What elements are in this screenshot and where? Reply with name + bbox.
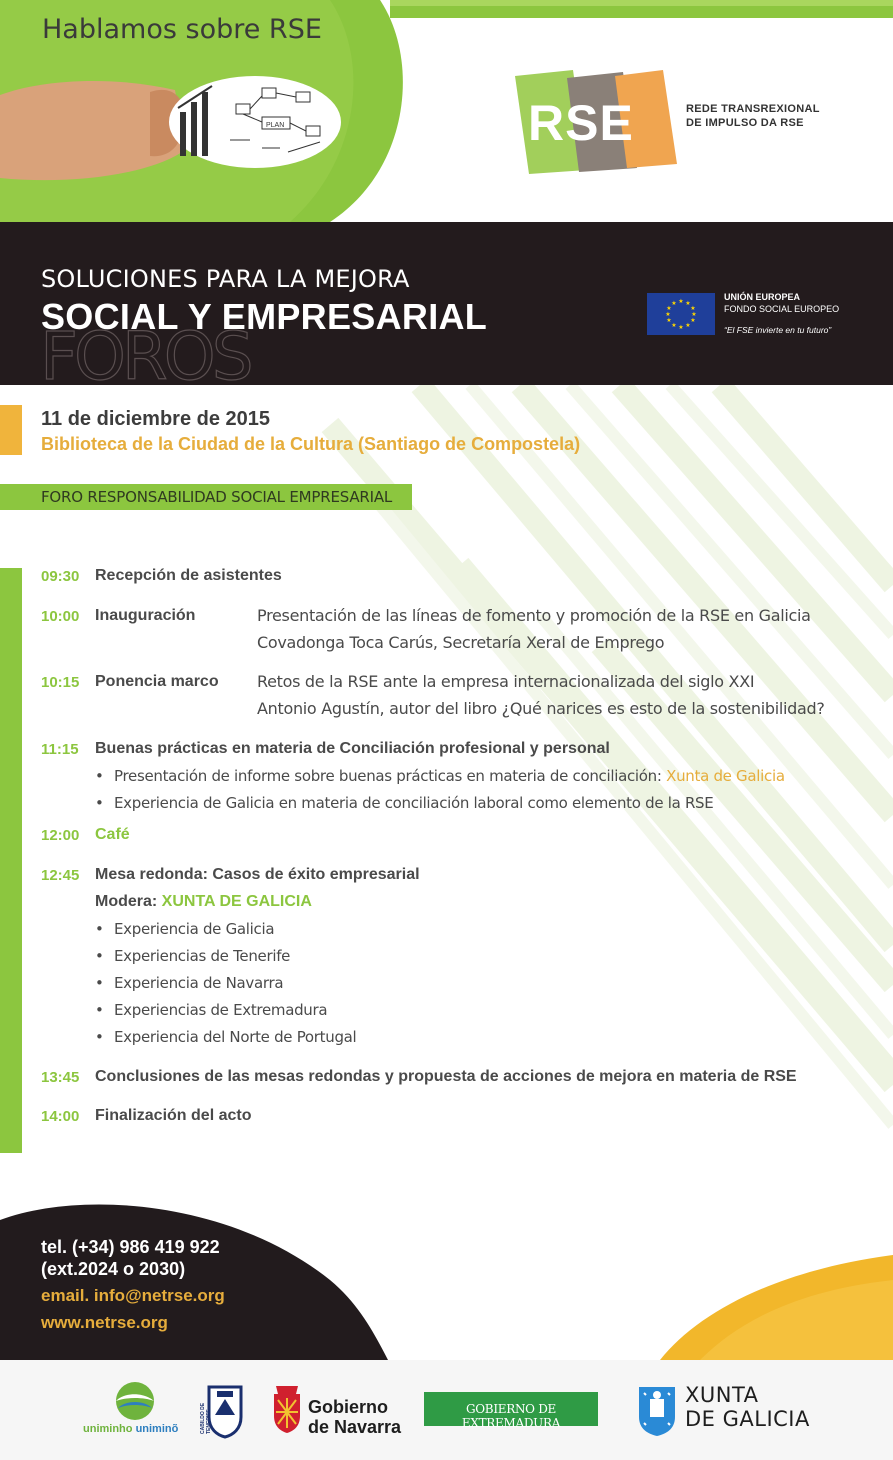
- eu-title: UNIÓN EUROPEA: [724, 292, 801, 302]
- event-venue: Biblioteca de la Ciudad de la Cultura (Santiago de Compostela): [41, 434, 581, 454]
- navarra-line1: Gobierno: [308, 1397, 388, 1417]
- uniminho-text-b: uniminõ: [135, 1423, 179, 1435]
- agenda-title: Inauguración: [95, 607, 196, 624]
- svg-text:★: ★: [666, 317, 672, 324]
- rse-org-line2: DE IMPULSO DA RSE: [686, 117, 804, 129]
- svg-text:★: ★: [678, 324, 684, 331]
- extremadura-logo-text: GOBIERNO DE EXTREMADURA: [461, 1402, 561, 1430]
- bullet-text: Experiencia de Galicia: [114, 920, 275, 938]
- bullet-dot: •: [95, 974, 104, 992]
- agenda-bullet: [95, 974, 283, 992]
- uniminho-text-a: uniminho: [83, 1423, 133, 1435]
- agenda-speaker: Antonio Agustín, autor del libro ¿Qué narices es esto de la sostenibilidad?: [257, 699, 825, 718]
- xunta-logo-text: [685, 1383, 810, 1431]
- bullet-text: Presentación de informe sobre buenas prácticas en materia de conciliación:: [114, 767, 667, 785]
- bullet-text: Experiencias de Extremadura: [114, 1001, 328, 1019]
- bullet-text: Experiencia de Galicia en materia de conciliación laboral como elemento de la RSE: [114, 794, 714, 812]
- eu-motto: “El FSE invierte en tu futuro”: [724, 325, 832, 335]
- agenda-time: 13:45: [41, 1069, 80, 1086]
- agenda-bullet: [95, 1028, 356, 1046]
- svg-text:★: ★: [671, 322, 677, 329]
- bullet-org: Xunta de Galicia: [666, 767, 785, 785]
- rse-organization-name: [686, 102, 820, 130]
- xunta-line1: XUNTA: [685, 1383, 759, 1407]
- uniminho-logo-icon: [112, 1380, 158, 1422]
- svg-text:★: ★: [691, 311, 697, 318]
- svg-text:★: ★: [678, 298, 684, 305]
- contact-email[interactable]: email. info@netrse.org: [41, 1286, 225, 1305]
- cabildo-tenerife-text: CABILDO DE TENERIFE: [200, 1402, 212, 1434]
- xunta-line2: DE GALICIA: [685, 1407, 810, 1431]
- moderator-name: XUNTA DE GALICIA: [161, 893, 312, 910]
- svg-text:★: ★: [671, 300, 677, 307]
- bullet-text: Experiencias de Tenerife: [114, 947, 291, 965]
- agenda-time: 10:00: [41, 608, 80, 625]
- agenda-moderator: [95, 893, 312, 911]
- navarra-coat-of-arms-icon: [270, 1384, 304, 1434]
- bullet-dot: •: [95, 920, 104, 938]
- contact-website[interactable]: www.netrse.org: [41, 1313, 168, 1332]
- bullet-dot: •: [95, 1001, 104, 1019]
- svg-text:★: ★: [690, 317, 696, 324]
- eu-subtitle: FONDO SOCIAL EUROPEO: [724, 304, 840, 314]
- agenda-title: Mesa redonda: Casos de éxito empresarial: [95, 866, 420, 883]
- bullet-text: Experiencia de Navarra: [114, 974, 284, 992]
- navarra-logo-text: [308, 1397, 401, 1437]
- rse-org-line1: REDE TRANSREXIONAL: [686, 103, 820, 115]
- agenda-title: Ponencia marco: [95, 673, 219, 690]
- contact-extension: (ext.2024 o 2030): [41, 1259, 186, 1279]
- agenda-title: Conclusiones de las mesas redondas y propuesta de acciones de mejora en materia de RSE: [95, 1068, 797, 1085]
- forum-title: FORO RESPONSABILIDAD SOCIAL EMPRESARIAL: [41, 488, 393, 506]
- agenda-time: 11:15: [41, 741, 79, 758]
- agenda-time: 12:00: [41, 827, 80, 844]
- svg-text:★: ★: [685, 300, 691, 307]
- svg-text:RSE: RSE: [528, 95, 634, 151]
- bullet-dot: •: [95, 1028, 104, 1046]
- header: [0, 0, 893, 222]
- svg-text:PLAN: PLAN: [266, 122, 285, 129]
- event-date: 11 de diciembre de 2015: [41, 408, 271, 430]
- agenda-title: Finalización del acto: [95, 1107, 252, 1124]
- xunta-galicia-coat-of-arms-icon: [636, 1383, 678, 1437]
- agenda-accent-stripe: [0, 568, 22, 1153]
- bullet-dot: •: [95, 767, 104, 785]
- bullet-text: Experiencia del Norte de Portugal: [114, 1028, 357, 1046]
- bullet-dot: •: [95, 794, 104, 812]
- eu-flag-icon: [647, 293, 715, 335]
- contact-phone: tel. (+34) 986 419 922: [41, 1237, 220, 1257]
- date-accent-bar: [0, 405, 22, 455]
- agenda-title: Buenas prácticas en materia de Conciliación profesional y personal: [95, 740, 610, 757]
- tagline: Hablamos sobre RSE: [42, 14, 322, 45]
- agenda-title: Recepción de asistentes: [95, 567, 282, 584]
- banner-subtitle: SOLUCIONES PARA LA MEJORA: [41, 265, 410, 293]
- agenda-bullet: [95, 794, 713, 812]
- agenda-description: Retos de la RSE ante la empresa internacionalizada del siglo XXI: [257, 672, 755, 691]
- agenda-time: 10:15: [41, 674, 80, 691]
- agenda-bullet: [95, 767, 785, 785]
- agenda-bullet: [95, 1001, 327, 1019]
- agenda-bullet: [95, 920, 274, 938]
- foros-watermark: FOROS: [40, 318, 250, 395]
- navarra-line2: de Navarra: [308, 1417, 402, 1437]
- agenda-time: 14:00: [41, 1108, 80, 1125]
- agenda-time: 12:45: [41, 867, 80, 884]
- agenda-time: 09:30: [41, 568, 80, 585]
- agenda-bullet: [95, 947, 290, 965]
- banner-title: SOCIAL Y EMPRESARIAL: [41, 296, 488, 337]
- moderator-label: Modera:: [95, 893, 162, 910]
- svg-text:★: ★: [685, 322, 691, 329]
- bullet-dot: •: [95, 947, 104, 965]
- svg-text:★: ★: [690, 305, 696, 312]
- svg-text:★: ★: [665, 311, 671, 318]
- uniminho-logo-text: [83, 1423, 178, 1435]
- svg-text:★: ★: [666, 305, 672, 312]
- agenda-speaker: Covadonga Toca Carús, Secretaría Xeral de Emprego: [257, 633, 665, 652]
- agenda-title: Café: [95, 826, 130, 843]
- agenda-description: Presentación de las líneas de fomento y promoción de la RSE en Galicia: [257, 606, 811, 625]
